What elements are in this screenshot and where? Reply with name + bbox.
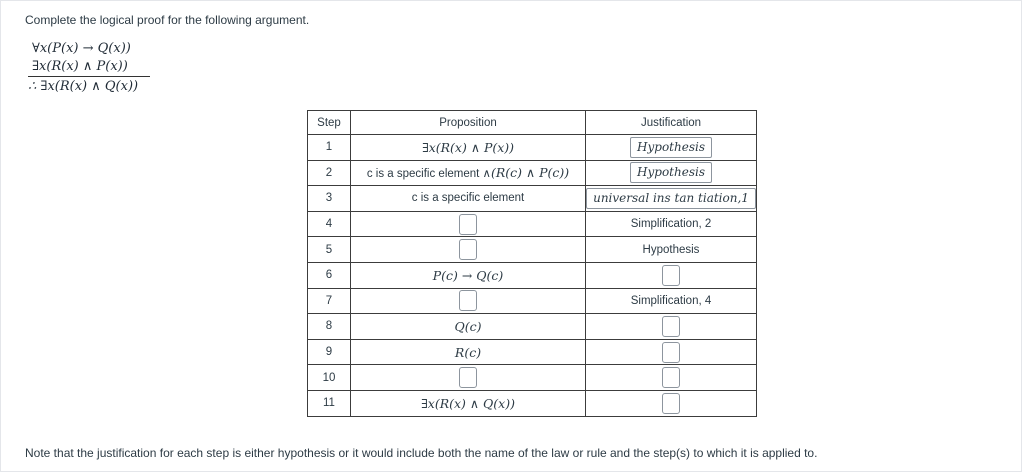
justification-cell [586,262,757,288]
argument-divider [28,76,150,77]
proposition-text: R(c) [454,344,482,360]
justification-answer-box[interactable]: Hypothesis [630,137,712,158]
justification-answer-box[interactable]: Hypothesis [630,162,712,183]
proposition-blank-input[interactable] [459,367,477,388]
table-row [308,365,757,391]
table-row [308,288,757,314]
proposition-cell [351,365,586,391]
justification-cell [586,314,757,340]
justification-cell [586,186,757,212]
proposition-blank-input[interactable] [459,290,477,311]
premise-2: ∃x(R(x) ∧ P(x)) [32,59,128,74]
justification-cell: Hypothesis [586,237,757,263]
justification-cell [586,160,757,186]
justification-blank-input[interactable] [662,393,680,414]
table-row [308,314,757,340]
step-cell: 6 [308,262,351,288]
justification-cell [586,390,757,416]
proposition-cell [351,135,586,161]
step-cell: 2 [308,160,351,186]
proposition-cell [351,160,586,186]
step-cell: 5 [308,237,351,263]
proposition-cell [351,288,586,314]
proposition-cell [351,314,586,340]
proposition-text: ∃x(R(x) ∧ P(x)) [421,139,515,155]
step-cell: 3 [308,186,351,212]
proposition-cell [351,390,586,416]
header-justification: Justification [586,111,757,135]
justification-answer-box[interactable]: universal ins tan tiation,1 [586,188,756,209]
step-cell: 11 [308,390,351,416]
proposition-text: ∃x(R(x) ∧ Q(x)) [421,395,515,411]
proposition-text: P(c) → Q(c) [432,267,504,283]
step-cell: 7 [308,288,351,314]
argument-block [28,40,150,96]
proposition-blank-input[interactable] [459,239,477,260]
step-cell: 10 [308,365,351,391]
justification-cell: Simplification, 2 [586,211,757,237]
step-cell: 8 [308,314,351,340]
justification-blank-input[interactable] [662,265,680,286]
proposition-cell [351,186,586,212]
proposition-cell [351,237,586,263]
table-row [308,135,757,161]
proposition-cell [351,211,586,237]
proof-table [307,110,757,417]
table-row [308,211,757,237]
proposition-math: (R(c) ∧ P(c)) [490,165,570,181]
table-row [308,237,757,263]
step-cell: 4 [308,211,351,237]
table-row [308,160,757,186]
proposition-cell [351,339,586,365]
table-row [308,390,757,416]
step-cell: 1 [308,135,351,161]
table-row [308,186,757,212]
justification-blank-input[interactable] [662,342,680,363]
justification-blank-input[interactable] [662,316,680,337]
table-row [308,262,757,288]
header-proposition: Proposition [351,111,586,135]
proposition-text: Q(c) [454,318,482,334]
proposition-cell [351,262,586,288]
justification-cell: Simplification, 4 [586,288,757,314]
premise-1: ∀x(P(x) → Q(x)) [32,41,131,56]
table-header-row [308,111,757,135]
footnote-text: Note that the justification for each step is either hypothesis or it would include both the name of the law or rule and the step(s) to which it is applied to. [25,446,818,460]
header-step: Step [308,111,351,135]
step-cell: 9 [308,339,351,365]
justification-cell [586,135,757,161]
proposition-blank-input[interactable] [459,214,477,235]
table-row [308,339,757,365]
justification-blank-input[interactable] [662,367,680,388]
instruction-text: Complete the logical proof for the following argument. [25,13,310,27]
justification-cell [586,365,757,391]
proposition-text: c is a specific element ∧ [366,168,491,181]
justification-cell [586,339,757,365]
proposition-text: c is a specific element [411,192,525,205]
argument-conclusion: ∴ ∃x(R(x) ∧ Q(x)) [28,79,139,94]
